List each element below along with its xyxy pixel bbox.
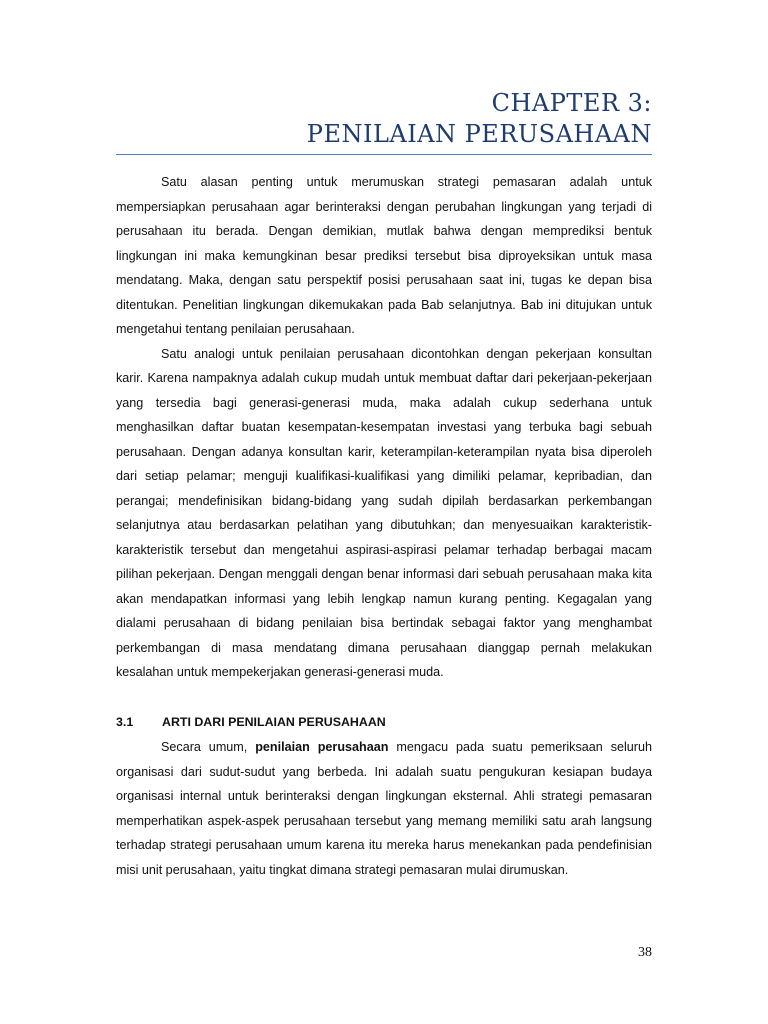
chapter-title: PENILAIAN PERUSAHAAN: [306, 120, 652, 148]
section-heading: [116, 712, 652, 732]
intro-text: [116, 170, 652, 685]
section-paragraph-lead: Secara umum,: [161, 740, 256, 754]
section-text: [116, 735, 652, 882]
chapter-number: CHAPTER 3:: [491, 89, 652, 117]
section-number: 3.1: [116, 715, 134, 729]
heading-underline: [116, 154, 652, 155]
bold-term: penilaian perusahaan: [255, 740, 389, 754]
section-paragraph: [116, 735, 652, 882]
page-number: 38: [638, 945, 652, 960]
section-title: ARTI DARI PENILAIAN PERUSAHAAN: [162, 715, 386, 729]
paragraph-2: Satu analogi untuk penilaian perusahaan dicontohkan dengan pekerjaan konsultan karir. Karena nampaknya adalah cukup mudah untuk membuat daftar dari pekerjaan-pekerjaan yang tersedia bagi generasi-generasi muda, maka adalah cukup sederhana untuk menghasilkan daftar buatan kesempatan-kesempatan investasi yang terbuka bagi sebuah perusahaan. Dengan adanya konsultan karir, keterampilan-keterampilan nyata bisa diperoleh dari setiap pelamar; menguji kualifikasi-kualifikasi yang dimiliki pelamar, kepribadian, dan perangai; mendefinisikan bidang-bidang yang sudah dipilah berdasarkan perkembangan selanjutnya atau berdasarkan pelatihan yang dibutuhkan; dan menyesuaikan karakteristik-karakteristik tersebut dan mengetahui aspirasi-aspirasi pelamar terhadap berbagai macam pilihan pekerjaan. Dengan menggali dengan benar informasi dari sebuah perusahaan maka kita akan mendapatkan informasi yang lebih lengkap namun kurang penting. Kegagalan yang dialami perusahaan di bidang penilaian bisa bertindak sebagai faktor yang menghambat perkembangan di masa mendatang dimana perusahaan dianggap pernah melakukan kesalahan untuk mempekerjakan generasi-generasi muda.: [116, 346, 652, 679]
paragraph-1: Satu alasan penting untuk merumuskan strategi pemasaran adalah untuk mempersiapkan perusahaan agar berinteraksi dengan perubahan lingkungan yang terjadi di perusahaan itu berada. Dengan demikian, mutlak bahwa dengan memprediksi bentuk lingkungan ini maka kemungkinan besar prediksi tersebut bisa diproyeksikan untuk masa mendatang. Maka, dengan satu perspektif posisi perusahaan saat ini, tugas ke depan bisa ditentukan. Penelitian lingkungan dikemukakan pada Bab selanjutnya. Bab ini ditujukan untuk mengetahui tentang penilaian perusahaan.: [116, 175, 652, 336]
chapter-heading: [116, 88, 652, 150]
section-paragraph-rest: mengacu pada suatu pemeriksaan seluruh organisasi dari sudut-sudut yang berbeda. Ini adalah suatu pengukuran kesiapan budaya organisasi internal untuk berinteraksi dengan lingkungan eksternal. Ahli strategi pemasaran memperhatikan aspek-aspek perusahaan tersebut yang memang memiliki satu arah langsung terhadap strategi perusahaan umum karena itu mereka harus menekankan pada pendefinisian misi unit perusahaan, yaitu tingkat dimana strategi pemasaran mulai dirumuskan.: [116, 740, 653, 877]
